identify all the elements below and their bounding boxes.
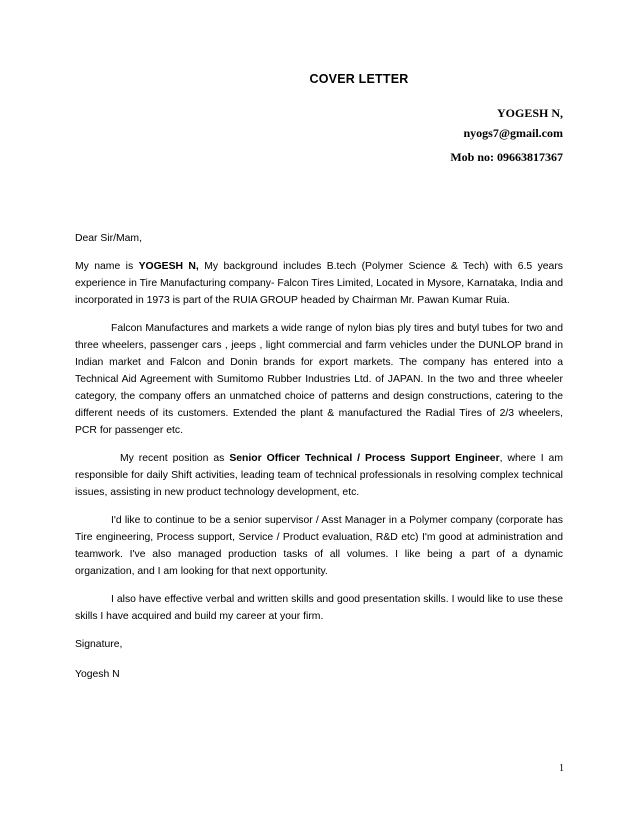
applicant-name: YOGESH N, bbox=[138, 261, 199, 272]
contact-block bbox=[450, 103, 563, 167]
page-number: 1 bbox=[559, 763, 564, 774]
intro-text-start: My name is bbox=[75, 261, 139, 272]
paragraph-intro bbox=[75, 258, 563, 309]
contact-email: nyogs7@gmail.com bbox=[463, 126, 563, 140]
intro-text-end: My background includes B.tech (Polymer Science & Tech) with 6.5 years experience in Tire Manufacturing company- Falcon Tires Limited, Located in Mysore, Karnataka, India and incorporated in 1973 is part of the RUIA GROUP headed by Chairman Mr. Pawan Kumar Ruia. bbox=[75, 261, 563, 306]
paragraph-goal: I'd like to continue to be a senior supervisor / Asst Manager in a Polymer company (corporate has Tire engineering, Process support, Service / Product evaluation, R&D etc) I'm good at administration and teamwork. I've also managed production tasks of all volumes. I like being a part of a dynamic organization, and I am looking for that next opportunity. bbox=[75, 515, 563, 577]
signature-label: Signature, bbox=[75, 639, 123, 650]
letter-body bbox=[75, 230, 563, 694]
contact-mobile: Mob no: 09663817367 bbox=[450, 150, 563, 164]
paragraph-skills: I also have effective verbal and written skills and good presentation skills. I would like to use these skills I have acquired and build my career at your firm. bbox=[75, 594, 563, 622]
paragraph-company: Falcon Manufactures and markets a wide range of nylon bias ply tires and butyl tubes for two and three wheelers, passenger cars , jeeps , light commercial and farm vehicles under the DUNLOP brand in Indian market and Falcon and Donin brands for export markets. The company has entered into a Technical Aid Agreement with Sumitomo Rubber Industries Ltd. of JAPAN. In the two and three wheeler category, the company offers an unmatched choice of patterns and design constructions, catering to the different needs of its customers. Extended the plant & manufactured the Radial Tires of 2/3 wheelers, PCR for passenger etc. bbox=[75, 323, 563, 436]
salutation: Dear Sir/Mam, bbox=[75, 233, 142, 244]
contact-name: YOGESH N, bbox=[496, 106, 563, 120]
position-title: Senior Officer Technical / Process Support Engineer bbox=[229, 453, 500, 464]
position-text-end: , where I am responsible for daily Shift activities, leading team of technical professionals in resolving complex technical issues, assisting in new product technology development, etc. bbox=[75, 453, 563, 498]
signature-name: Yogesh N bbox=[75, 669, 120, 680]
page-title: COVER LETTER bbox=[309, 72, 409, 86]
paragraph-position bbox=[75, 450, 563, 501]
position-text-start: My recent position as bbox=[120, 453, 230, 464]
